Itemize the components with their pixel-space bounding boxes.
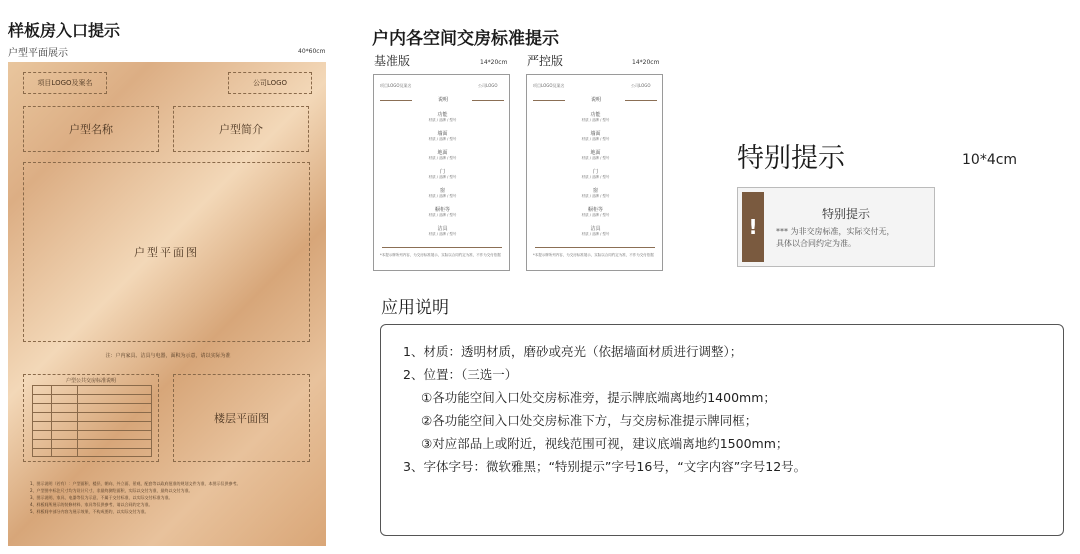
entrance-board — [8, 62, 326, 546]
card-item: 洁具 材质 / 品牌 / 型号 — [428, 226, 457, 236]
card-project-logo: 项目LOGO及案名 — [380, 83, 412, 88]
card-header: 说明 — [590, 97, 601, 103]
usage-line: 1、材质：透明材质，磨砂或亮光（依据墙面材质进行调整）； — [403, 344, 743, 359]
table-grid — [32, 385, 152, 457]
usage-line: ③对应部品上或附近，视线范围可视，建议底端离地约1500mm； — [421, 436, 789, 451]
card-items — [374, 111, 511, 244]
special-size: 10*4cm — [962, 152, 1018, 168]
footer-note: 1、图示说明（若有）：户型面积、楼层、朝向、外立面、景观、配套等以政府批准的规划文件为准，本图示仅供参考。 — [30, 481, 241, 486]
note-line: 注：户内家具、洁具与电器，面积为示意，请以实际为准 — [105, 353, 231, 359]
usage-line: ①各功能空间入口处交房标准旁，提示牌底端离地约1400mm； — [421, 390, 776, 405]
project-logo-box: 项目LOGO及案名 — [23, 72, 107, 94]
left-title: 样板房入口提示 — [8, 21, 121, 40]
card-item: 墙面 材质 / 品牌 / 型号 — [581, 131, 610, 141]
card-item: 功能 材质 / 品牌 / 型号 — [581, 112, 610, 122]
left-size: 40*60cm — [298, 48, 326, 55]
usage-line: ②各功能空间入口处交房标准下方，与交房标准提示牌同框； — [421, 413, 758, 428]
table-title: 户型公共交房标准说明 — [65, 378, 116, 384]
unit-intro-box: 户型简介 — [173, 106, 309, 152]
special-title: 特别提示 — [737, 143, 845, 174]
usage-box — [380, 324, 1064, 536]
middle-title: 户内各空间交房标准提示 — [372, 29, 559, 49]
card-item: 地面 材质 / 品牌 / 型号 — [581, 150, 610, 160]
card-footer: *本提示牌所列内容，为交房标准展示，实际以合同约定为准，不作为交付依据 — [533, 253, 654, 257]
special-notice-sign — [737, 187, 935, 267]
basic-label: 基准版 — [374, 54, 411, 68]
notice-title: 特别提示 — [822, 207, 871, 221]
footer-note: 3、图示说明、家具、电器等仅为示意，不属于交付标准，以实际交付标准为准。 — [30, 495, 173, 500]
card-item: 墙面 材质 / 品牌 / 型号 — [428, 131, 457, 141]
card-item: 门 材质 / 品牌 / 型号 — [428, 169, 457, 179]
card-item: 洁具 材质 / 品牌 / 型号 — [581, 226, 610, 236]
usage-line: 2、位置：（三选一） — [403, 367, 518, 382]
strict-card — [526, 74, 663, 271]
card-header: 说明 — [437, 97, 448, 103]
card-item: 地面 材质 / 品牌 / 型号 — [428, 150, 457, 160]
card-item: 功能 材质 / 品牌 / 型号 — [428, 112, 457, 122]
company-logo-box: 公司LOGO — [228, 72, 312, 94]
card-item: 门 材质 / 品牌 / 型号 — [581, 169, 610, 179]
floor-plan-box: 户型平面图 — [23, 162, 310, 342]
card-item: 橱柜等 材质 / 品牌 / 型号 — [428, 207, 457, 217]
card-company-logo: 公司LOGO — [631, 83, 651, 88]
unit-name-box: 户型名称 — [23, 106, 159, 152]
card-item: 窗 材质 / 品牌 / 型号 — [581, 188, 610, 198]
strict-label: 严控版 — [527, 54, 564, 68]
card-project-logo: 项目LOGO及案名 — [533, 83, 565, 88]
footer-note: 4、样板间所展示的装修材料、家具等仅供参考，请以合同约定为准。 — [30, 502, 153, 507]
left-subtitle: 户型平面展示 — [8, 48, 68, 59]
card-item: 窗 材质 / 品牌 / 型号 — [428, 188, 457, 198]
footer-note: 5、样板间中部分内容为展示效果，不构成要约，以实际交付为准。 — [30, 509, 149, 514]
usage-title: 应用说明 — [381, 298, 449, 318]
footer-notes — [30, 480, 306, 515]
standard-table — [23, 374, 159, 462]
card-footer: *本提示牌所列内容，为交房标准展示，实际以合同约定为准，不作为交付依据 — [380, 253, 501, 257]
notice-line-2: 具体以合同约定为准。 — [776, 239, 856, 248]
exclamation-icon: ! — [742, 192, 764, 262]
card-company-logo: 公司LOGO — [478, 83, 498, 88]
notice-line-1: *** 为非交房标准，实际交付无， — [776, 227, 895, 236]
card-items — [527, 111, 664, 244]
strict-size: 14*20cm — [632, 59, 660, 66]
usage-line: 3、字体字号：微软雅黑；“特别提示”字号16号，“文字内容”字号12号。 — [403, 459, 807, 474]
card-item: 橱柜等 材质 / 品牌 / 型号 — [581, 207, 610, 217]
footer-note: 2、户型图中标注尺寸均为设计尺寸，非最终测绘面积，实际以交付为准，最终以交付为准。 — [30, 488, 193, 493]
floor-level-plan-box: 楼层平面图 — [173, 374, 310, 462]
basic-card — [373, 74, 510, 271]
basic-size: 14*20cm — [480, 59, 508, 66]
